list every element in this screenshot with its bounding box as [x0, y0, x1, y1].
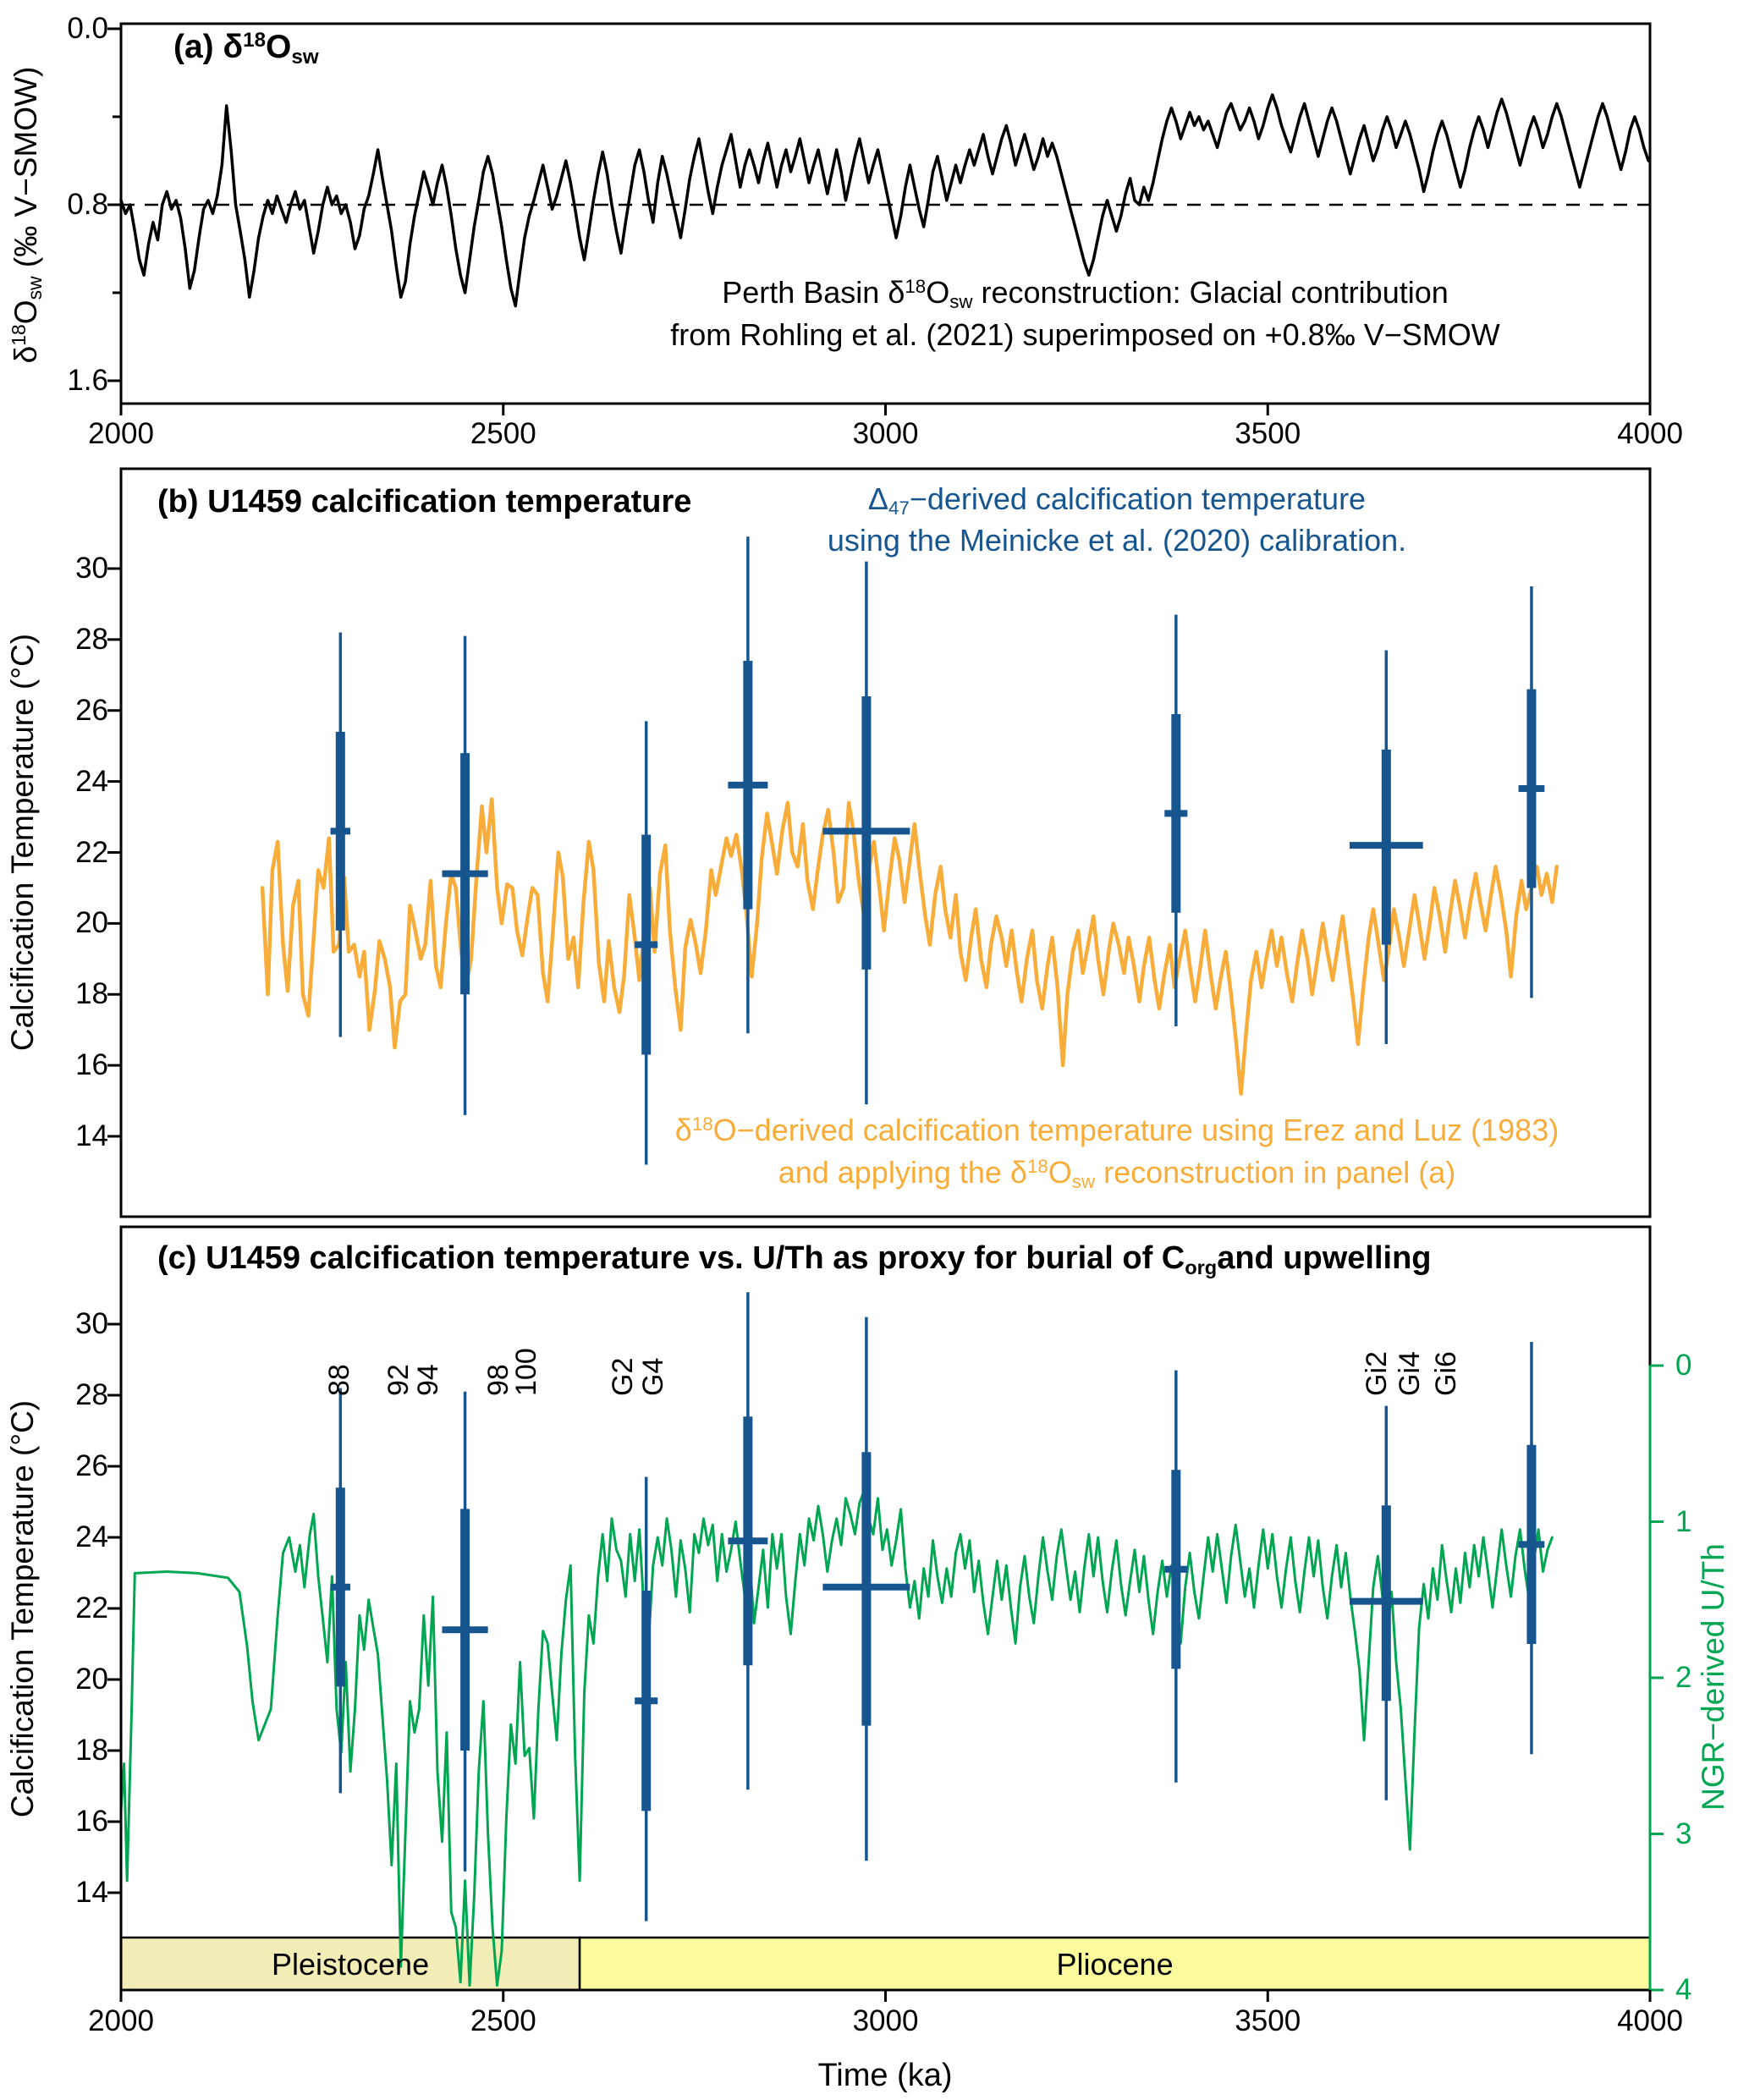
text-fragment: NGR−derived U/Th [1696, 1543, 1730, 1811]
uth-tick-label: 2 [1675, 1661, 1692, 1694]
delta47-errorbar-panel-b [1519, 586, 1545, 998]
panel-b-orange-legend-line1 [525, 1113, 1709, 1147]
text-fragment: −derived calcification temperature [909, 481, 1367, 516]
text-fragment: δ [674, 1113, 692, 1147]
tick-label: 3000 [852, 2004, 919, 2037]
panel-a-annotation-line2 [592, 318, 1578, 352]
text-fragment: O [266, 29, 292, 65]
tick-label: 24 [75, 764, 108, 798]
text-fragment: O [1048, 1155, 1072, 1190]
tick-label: 14 [75, 1876, 108, 1909]
tick-label: 3500 [1235, 2004, 1301, 2037]
uth-tick-label: 0 [1675, 1349, 1692, 1382]
delta47-errorbar-panel-c [1350, 1406, 1423, 1800]
ngr-uth-curve [121, 1491, 1552, 1986]
text-fragment: Perth Basin δ [722, 275, 905, 310]
text-fragment: sw [24, 276, 47, 300]
tick-label: 18 [75, 977, 108, 1011]
tick-label: 16 [75, 1805, 108, 1838]
tick-label: 18 [75, 1734, 108, 1767]
text-fragment: sw [949, 291, 973, 313]
text-fragment: sw [291, 45, 319, 69]
tick-label: 28 [75, 1378, 108, 1411]
text-fragment: O [926, 275, 950, 310]
text-fragment: (‰ V−SMOW) [8, 66, 43, 277]
text-fragment: (b) U1459 calcification temperature [157, 484, 692, 520]
delta47-errorbar-panel-b [442, 636, 487, 1115]
text-fragment: Time (ka) [817, 2058, 953, 2093]
delta47-errorbar-panel-c [822, 1317, 910, 1861]
delta47-errorbar-panel-b [1350, 650, 1423, 1044]
text-fragment: Δ [867, 481, 888, 516]
delta47-errorbar-panel-c [728, 1292, 767, 1789]
text-fragment: using the Meinicke et al. (2020) calibration. [827, 523, 1407, 558]
text-fragment: 47 [888, 498, 910, 520]
panel-a-annotation-line1 [592, 275, 1578, 313]
tick-label: 28 [75, 622, 108, 656]
tick-label: 2000 [88, 417, 154, 450]
glacial-stage-label-94: 94 [412, 1364, 445, 1396]
tick-label: 3000 [852, 417, 919, 450]
delta47-errorbar-panel-b [822, 562, 910, 1105]
glacial-stage-label-98: 98 [482, 1364, 515, 1396]
tick-label: 4000 [1617, 2004, 1683, 2037]
tick-label: 30 [75, 552, 108, 585]
tick-label: 24 [75, 1520, 108, 1553]
text-fragment: and applying the δ [778, 1155, 1027, 1190]
tick-label: 16 [75, 1048, 108, 1082]
text-fragment: O−derived calcification temperature using Erez and Luz (1983) [712, 1113, 1559, 1147]
panel-b-orange-legend-line2 [525, 1155, 1709, 1193]
delta47-errorbar-panel-b [635, 721, 657, 1164]
glacial-stage-label-100: 100 [509, 1348, 542, 1396]
text-fragment: 18 [8, 324, 30, 346]
text-fragment: and upwelling [1217, 1240, 1432, 1276]
text-fragment: from Rohling et al. (2021) superimposed on +0.8‰ V−SMOW [670, 317, 1500, 352]
panel-a-title [173, 28, 319, 69]
panel-c-title [157, 1240, 1432, 1277]
text-fragment: org [1185, 1256, 1218, 1278]
text-fragment: reconstruction in panel (a) [1095, 1155, 1456, 1190]
text-fragment: (c) U1459 calcification temperature vs. U/Th as proxy for burial of C [157, 1240, 1185, 1276]
uth-tick-label: 1 [1675, 1504, 1692, 1538]
tick-label: 3500 [1235, 417, 1301, 450]
text-fragment: Calcification Temperature (°C) [5, 1399, 40, 1818]
text-fragment: 18 [691, 1113, 713, 1135]
text-fragment: Calcification Temperature (°C) [5, 633, 40, 1052]
tick-label: 0.0 [67, 12, 108, 45]
delta47-errorbar-panel-b [728, 536, 767, 1033]
glacial-stage-label-88: 88 [323, 1364, 356, 1396]
x-axis-label [716, 2058, 1054, 2094]
tick-label: 26 [75, 693, 108, 727]
text-fragment: O [8, 300, 43, 325]
tick-label: 2500 [470, 417, 536, 450]
glacial-stage-label-92: 92 [382, 1364, 415, 1396]
uth-tick-label: 3 [1675, 1817, 1692, 1850]
glacial-stage-label-g4: G4 [636, 1357, 669, 1396]
epoch-label-pleistocene: Pleistocene [271, 1947, 430, 1982]
tick-label: 14 [75, 1119, 108, 1152]
delta47-errorbar-panel-b [331, 632, 350, 1036]
tick-label: 4000 [1617, 417, 1683, 450]
text-fragment: 18 [243, 28, 267, 52]
epoch-label-pliocene: Pliocene [1056, 1947, 1174, 1982]
uth-tick-label: 4 [1675, 1973, 1692, 2006]
text-fragment: reconstruction: Glacial contribution [972, 275, 1449, 310]
tick-label: 0.8 [67, 188, 108, 221]
tick-label: 2500 [470, 2004, 536, 2037]
delta47-errorbar-panel-c [1164, 1371, 1187, 1783]
tick-label: 2000 [88, 2004, 154, 2037]
glacial-stage-label-gi4: Gi4 [1394, 1351, 1427, 1396]
text-fragment: (a) δ [173, 29, 244, 65]
glacial-stage-label-gi2: Gi2 [1361, 1351, 1394, 1396]
glacial-stage-label-gi6: Gi6 [1429, 1351, 1462, 1396]
tick-label: 22 [75, 835, 108, 869]
tick-label: 20 [75, 906, 108, 940]
text-fragment: sw [1071, 1171, 1096, 1193]
panel-b-blue-legend-line2 [643, 524, 1591, 558]
text-fragment: 18 [1026, 1155, 1048, 1177]
glacial-stage-label-g2: G2 [606, 1357, 639, 1396]
tick-label: 30 [75, 1307, 108, 1340]
text-fragment: δ [8, 345, 43, 364]
tick-label: 26 [75, 1449, 108, 1482]
tick-label: 22 [75, 1591, 108, 1624]
text-fragment: 18 [905, 275, 927, 297]
tick-label: 1.6 [67, 364, 108, 397]
panel-b-blue-legend-line1 [643, 481, 1591, 520]
panel-b-title [157, 484, 691, 520]
tick-label: 20 [75, 1663, 108, 1696]
